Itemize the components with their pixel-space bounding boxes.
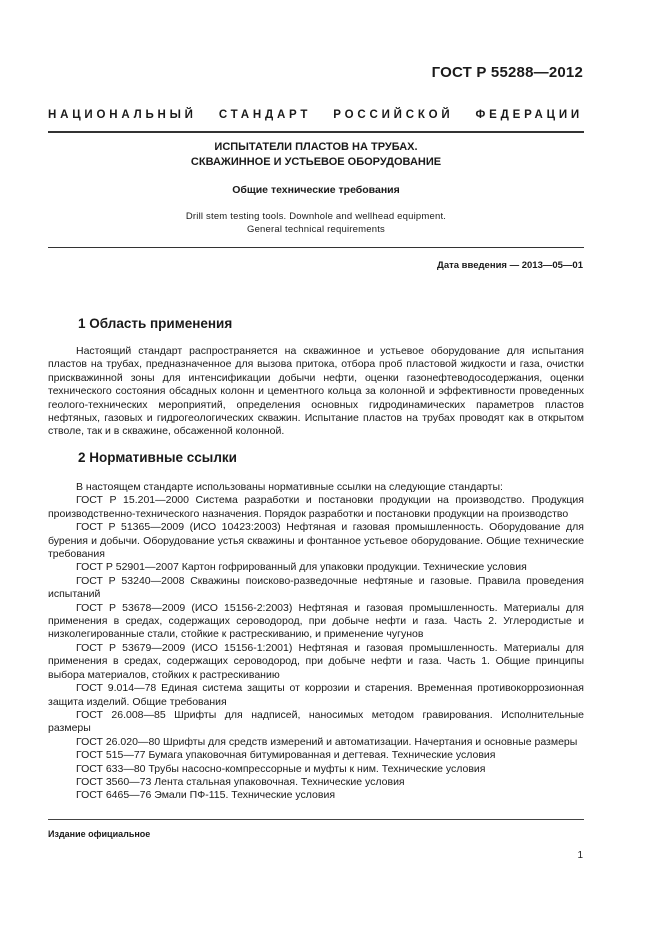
title-en xyxy=(48,210,584,236)
official-edition-label: Издание официальное xyxy=(48,829,151,839)
title-block xyxy=(48,140,584,236)
title-divider xyxy=(48,247,584,248)
reference-item: ГОСТ 515—77 Бумага упаковочная битумированная и дегтевая. Технические условия xyxy=(76,749,496,762)
footer-divider xyxy=(48,819,584,820)
reference-item: ГОСТ 9.014—78 Единая система защиты от коррозии и старения. Временная противокоррозионная защита изделий. Общие требования xyxy=(48,682,584,708)
introduction-date: Дата введения — 2013—05—01 xyxy=(437,260,583,271)
section-1-paragraph: Настоящий стандарт распространяется на скважинное и устьевое оборудование для испытания пластов на трубах, предназначенное для вызова притока, отбора проб пластовой жидкости и газа, очистки прискважинной зоны для интенсификации добычи нефти, оценки газонефтеводосодержания, оценки технического состояния обсадных колонн и цементного кольца за колонной и эффективности проведенных геолого-технических мероприятий, определения основных гидродинамических параметров пластов нефтяных, газовых и гидрогеологических скважин. Испытание пластов на трубах проводят как в открытом стволе, так и в скважине, обсаженной колонной. xyxy=(48,345,584,438)
reference-item: ГОСТ Р 51365—2009 (ИСО 10423:2003) Нефтяная и газовая промышленность. Оборудование для бурения и добычи. Оборудование устья скважины и фонтанное устьевое оборудование. Общие технические требования xyxy=(48,521,584,561)
reference-item: ГОСТ Р 53240—2008 Скважины поисково-разведочные нефтяные и газовые. Правила проведения испытаний xyxy=(48,574,584,601)
title-ru-line-2: СКВАЖИННОЕ И УСТЬЕВОЕ ОБОРУДОВАНИЕ xyxy=(190,156,442,168)
reference-item: ГОСТ Р 52901—2007 Картон гофрированный для упаковки продукции. Технические условия xyxy=(76,561,527,574)
reference-item: ГОСТ Р 15.201—2000 Система разработки и постановки продукции на производство. Продукция производственно-технического назначения. Порядок разработки и постановки продукции на производство xyxy=(48,494,584,520)
reference-item: ГОСТ 26.008—85 Шрифты для надписей, наносимых методом гравирования. Исполнительные размеры xyxy=(48,708,584,735)
header-divider xyxy=(48,131,584,133)
section-2-heading: 2 Нормативные ссылки xyxy=(78,450,237,465)
national-standard-title: НАЦИОНАЛЬНЫЙ СТАНДАРТ РОССИЙСКОЙ ФЕДЕРАЦИИ xyxy=(48,109,583,121)
reference-item: ГОСТ Р 53679—2009 (ИСО 15156-1:2001) Нефтяная и газовая промышленность. Материалы для применения в средах, содержащих сероводород, при добыче нефти и газа. Часть 1. Общие принципы выбора материалов, стойких к растрескиванию xyxy=(48,641,584,681)
page-number: 1 xyxy=(577,850,583,861)
title-ru xyxy=(48,140,584,170)
title-en-line-2: General technical requirements xyxy=(246,224,385,235)
reference-item: ГОСТ 6465—76 Эмали ПФ-115. Технические условия xyxy=(76,789,335,802)
reference-item: ГОСТ 26.020—80 Шрифты для средств измерений и автоматизации. Начертания и основные размеры xyxy=(76,735,578,748)
reference-item: ГОСТ 633—80 Трубы насосно-компрессорные и муфты к ним. Технические условия xyxy=(76,762,486,775)
title-ru-line-1: ИСПЫТАТЕЛИ ПЛАСТОВ НА ТРУБАХ. xyxy=(214,141,418,153)
references-list xyxy=(48,481,584,803)
references-intro: В настоящем стандарте использованы нормативные ссылки на следующие стандарты: xyxy=(76,481,503,493)
section-1-heading: 1 Область применения xyxy=(78,316,233,331)
subtitle-ru: Общие технические требования xyxy=(232,184,400,196)
title-en-line-1: Drill stem testing tools. Downhole and wellhead equipment. xyxy=(185,211,447,222)
reference-item: ГОСТ Р 53678—2009 (ИСО 15156-2:2003) Нефтяная и газовая промышленность. Материалы для применения в средах, содержащих сероводород, при добыче нефти и газа. Часть 2. Углеродистые и низколегированные стали, стойкие к растрескиванию, и применение чугунов xyxy=(48,601,584,641)
section-1-body xyxy=(48,345,584,439)
document-number: ГОСТ Р 55288—2012 xyxy=(431,64,583,81)
reference-item: ГОСТ 3560—73 Лента стальная упаковочная. Технические условия xyxy=(76,775,405,788)
